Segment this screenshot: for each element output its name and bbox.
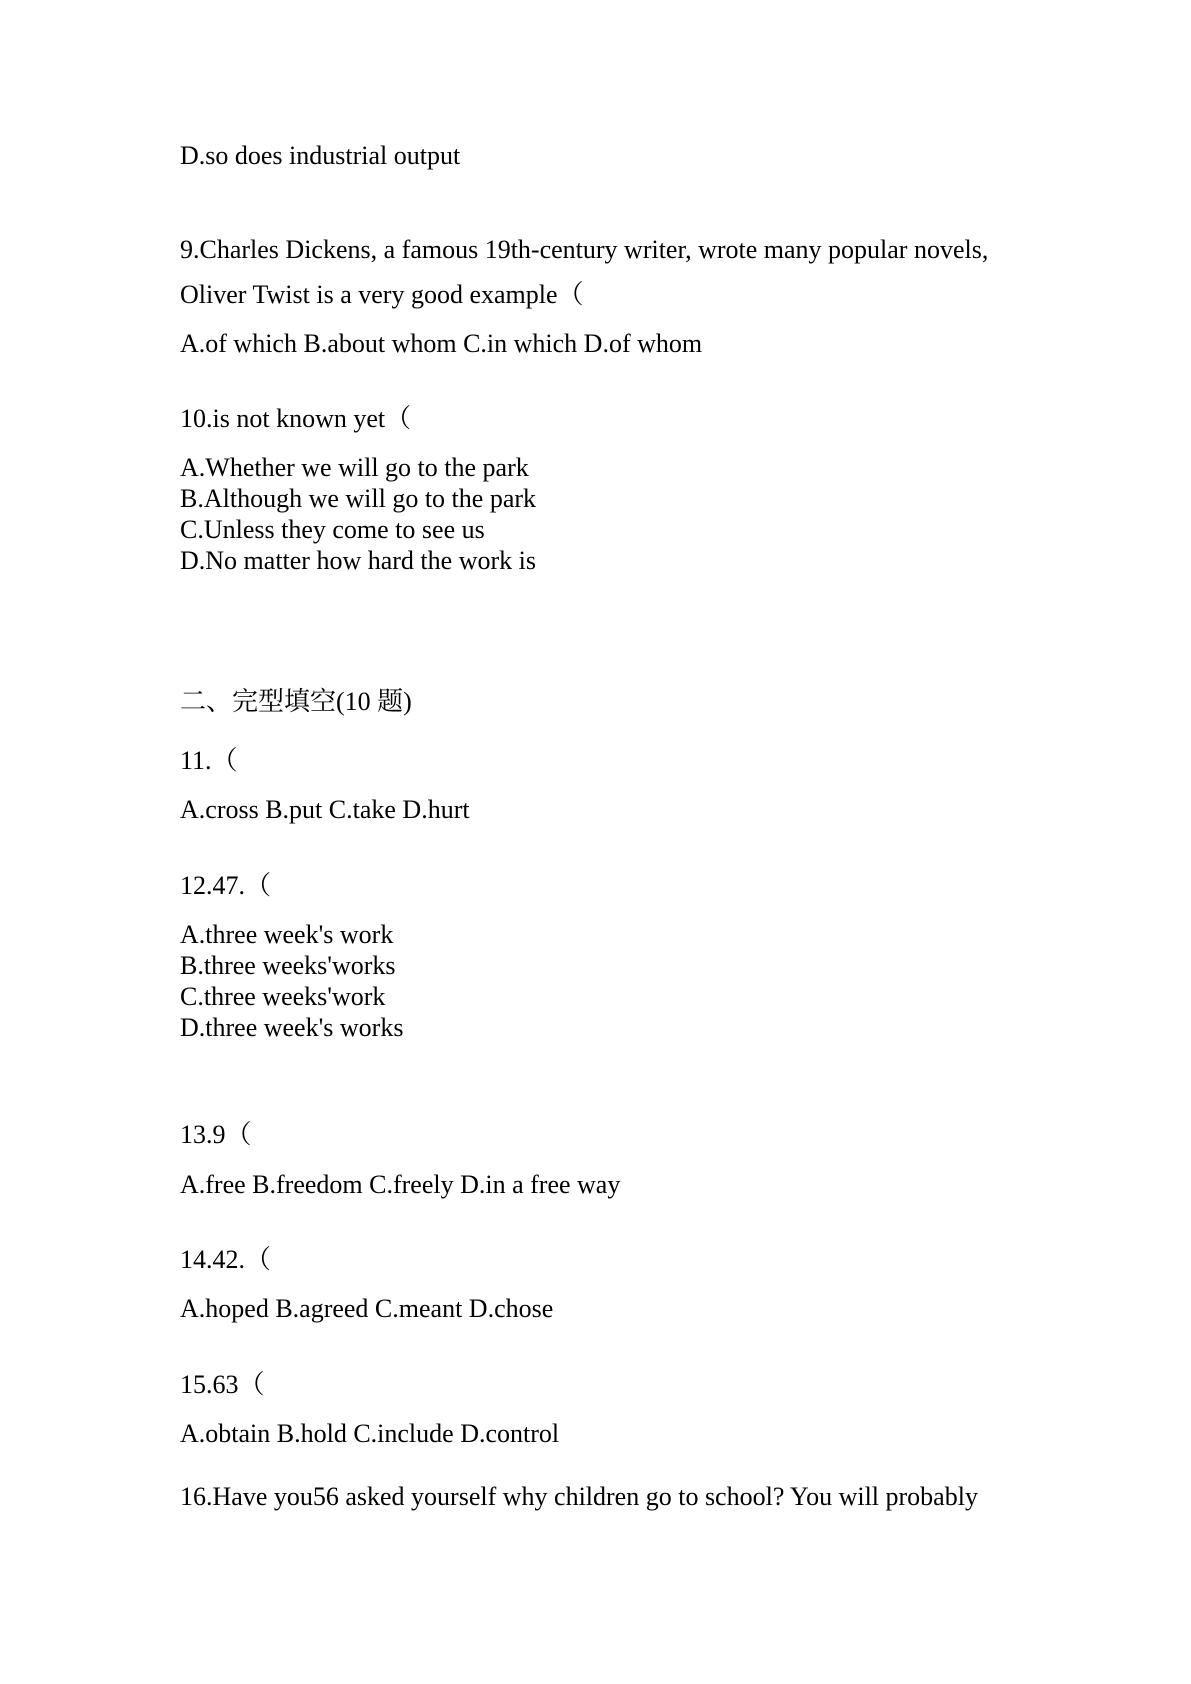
q9-stem-line2: Oliver Twist is a very good example（: [180, 280, 584, 309]
q9-stem-line1: 9.Charles Dickens, a famous 19th-century writer, wrote many popular novels,: [180, 235, 989, 264]
q12-option-d: D.three week's works: [180, 1013, 404, 1042]
q14-stem: 14.42.（: [180, 1245, 272, 1274]
q10-option-d: D.No matter how hard the work is: [180, 546, 536, 575]
q11-options: A.cross B.put C.take D.hurt: [180, 795, 470, 824]
q12-option-b: B.three weeks'works: [180, 951, 396, 980]
q11-stem: 11.（: [180, 746, 238, 775]
q13-stem: 13.9（: [180, 1120, 252, 1149]
q10-option-b: B.Although we will go to the park: [180, 484, 537, 513]
q10-option-a: A.Whether we will go to the park: [180, 453, 529, 482]
q10-option-c: C.Unless they come to see us: [180, 515, 485, 544]
q16-stem-line1: 16.Have you56 asked yourself why children go to school? You will probably: [180, 1482, 978, 1511]
q13-options: A.free B.freedom C.freely D.in a free way: [180, 1170, 621, 1199]
q9-options: A.of which B.about whom C.in which D.of whom: [180, 329, 703, 358]
q14-options: A.hoped B.agreed C.meant D.chose: [180, 1294, 554, 1323]
q15-stem: 15.63（: [180, 1370, 265, 1399]
q8-option-d: D.so does industrial output: [180, 141, 461, 170]
q12-stem: 12.47.（: [180, 871, 272, 900]
q12-option-a: A.three week's work: [180, 920, 394, 949]
section2-heading: 二、完型填空(10 题): [180, 687, 412, 716]
q10-stem: 10.is not known yet（: [180, 404, 412, 433]
q15-options: A.obtain B.hold C.include D.control: [180, 1419, 560, 1448]
q12-option-c: C.three weeks'work: [180, 982, 386, 1011]
